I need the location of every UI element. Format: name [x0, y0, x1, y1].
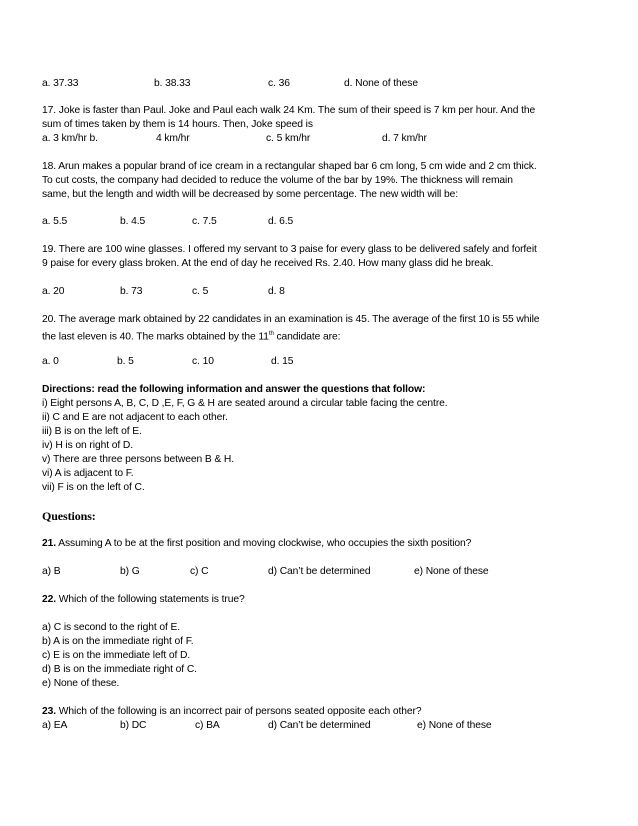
q17-option-c: c. 5 km/hr — [266, 133, 311, 144]
q20-line-2 — [42, 327, 340, 344]
q20-option-b: b. 5 — [117, 356, 134, 367]
q23-option-e: e) None of these — [417, 720, 492, 731]
q22-option-a: a) C is second to the right of E. — [42, 622, 181, 633]
q20-option-a: a. 0 — [42, 356, 59, 367]
q18-line-3: same, but the length and width will be decreased by some percentage. The new width will be: — [42, 189, 458, 200]
q21-question — [42, 537, 471, 551]
q19-option-c: c. 5 — [192, 286, 209, 297]
q21-text: Assuming A to be at the first position and moving clockwise, who occupies the sixth position? — [56, 538, 472, 549]
q17-line-2: sum of times taken by them is 14 hours. Then, Joke speed is — [42, 119, 313, 130]
q22-option-c: c) E is on the immediate left of D. — [42, 650, 191, 661]
q22-text: Which of the following statements is true? — [56, 594, 245, 605]
direction-item-5: v) There are three persons between B & H. — [42, 454, 235, 465]
q20-line-2-end: candidate are: — [273, 331, 341, 343]
q17-option-b: 4 km/hr — [156, 133, 190, 144]
questions-heading: Questions: — [42, 509, 96, 523]
q22-option-b: b) A is on the immediate right of F. — [42, 636, 194, 647]
q19-option-a: a. 20 — [42, 286, 65, 297]
q22-option-e: e) None of these. — [42, 678, 120, 689]
q22-question — [42, 593, 245, 607]
q21-number: 21. — [42, 538, 57, 549]
q20-ordinal-suffix: th — [268, 331, 274, 337]
q20-option-c: c. 10 — [192, 356, 214, 367]
q22-option-d: d) B is on the immediate right of C. — [42, 664, 197, 675]
q21-option-d: d) Can’t be determined — [268, 566, 371, 577]
q22-number: 22. — [42, 594, 57, 605]
q18-option-d: d. 6.5 — [268, 216, 294, 227]
q20-line-1: 20. The average mark obtained by 22 candidates in an examination is 45. The average of the first 10 is 55 while — [42, 314, 540, 325]
direction-item-4: iv) H is on right of D. — [42, 440, 133, 451]
q18-option-c: c. 7.5 — [192, 216, 217, 227]
q16-option-b: b. 38.33 — [154, 78, 191, 89]
q17-option-d: d. 7 km/hr — [382, 133, 427, 144]
q23-text: Which of the following is an incorrect pair of persons seated opposite each other? — [56, 706, 422, 717]
q21-option-a: a) B — [42, 566, 61, 577]
q23-option-a: a) EA — [42, 720, 68, 731]
q23-question — [42, 705, 421, 719]
q21-option-b: b) G — [120, 566, 140, 577]
q20-line-2-start: the last eleven is 40. The marks obtained by the 11 — [42, 331, 269, 343]
direction-item-2: ii) C and E are not adjacent to each other. — [42, 412, 228, 423]
q20-option-d: d. 15 — [271, 356, 294, 367]
q19-option-b: b. 73 — [120, 286, 143, 297]
q16-option-a: a. 37.33 — [42, 78, 79, 89]
q21-option-c: c) C — [190, 566, 209, 577]
direction-item-1: i) Eight persons A, B, C, D ,E, F, G & H are seated around a circular table facing the centre. — [42, 398, 448, 409]
q17-line-1: 17. Joke is faster than Paul. Joke and Paul each walk 24 Km. The sum of their speed is 7 km per hour. And the — [42, 105, 536, 116]
directions-heading: Directions: read the following information and answer the questions that follow: — [42, 384, 426, 395]
q18-option-b: b. 4.5 — [120, 216, 146, 227]
direction-item-3: iii) B is on the left of E. — [42, 426, 142, 437]
q18-line-2: To cut costs, the company had decided to reduce the volume of the bar by 19%. The thickness will remain — [42, 175, 513, 186]
q19-line-2: 9 paise for every glass broken. At the end of day he received Rs. 2.40. How many glass did he break. — [42, 258, 494, 269]
q21-option-e: e) None of these — [414, 566, 489, 577]
q19-option-d: d. 8 — [268, 286, 285, 297]
q18-option-a: a. 5.5 — [42, 216, 68, 227]
direction-item-6: vi) A is adjacent to F. — [42, 468, 134, 479]
q19-line-1: 19. There are 100 wine glasses. I offered my servant to 3 paise for every glass to be delivered safely and forfeit — [42, 244, 537, 255]
q18-line-1: 18. Arun makes a popular brand of ice cream in a rectangular shaped bar 6 cm long, 5 cm wide and 2 cm thick. — [42, 161, 537, 172]
q23-option-b: b) DC — [120, 720, 147, 731]
q16-option-c: c. 36 — [268, 78, 290, 89]
q23-option-c: c) BA — [195, 720, 220, 731]
q17-option-a: a. 3 km/hr b. — [42, 133, 98, 144]
q23-option-d: d) Can’t be determined — [268, 720, 371, 731]
direction-item-7: vii) F is on the left of C. — [42, 482, 145, 493]
q16-option-d: d. None of these — [344, 78, 418, 89]
q23-number: 23. — [42, 706, 57, 717]
